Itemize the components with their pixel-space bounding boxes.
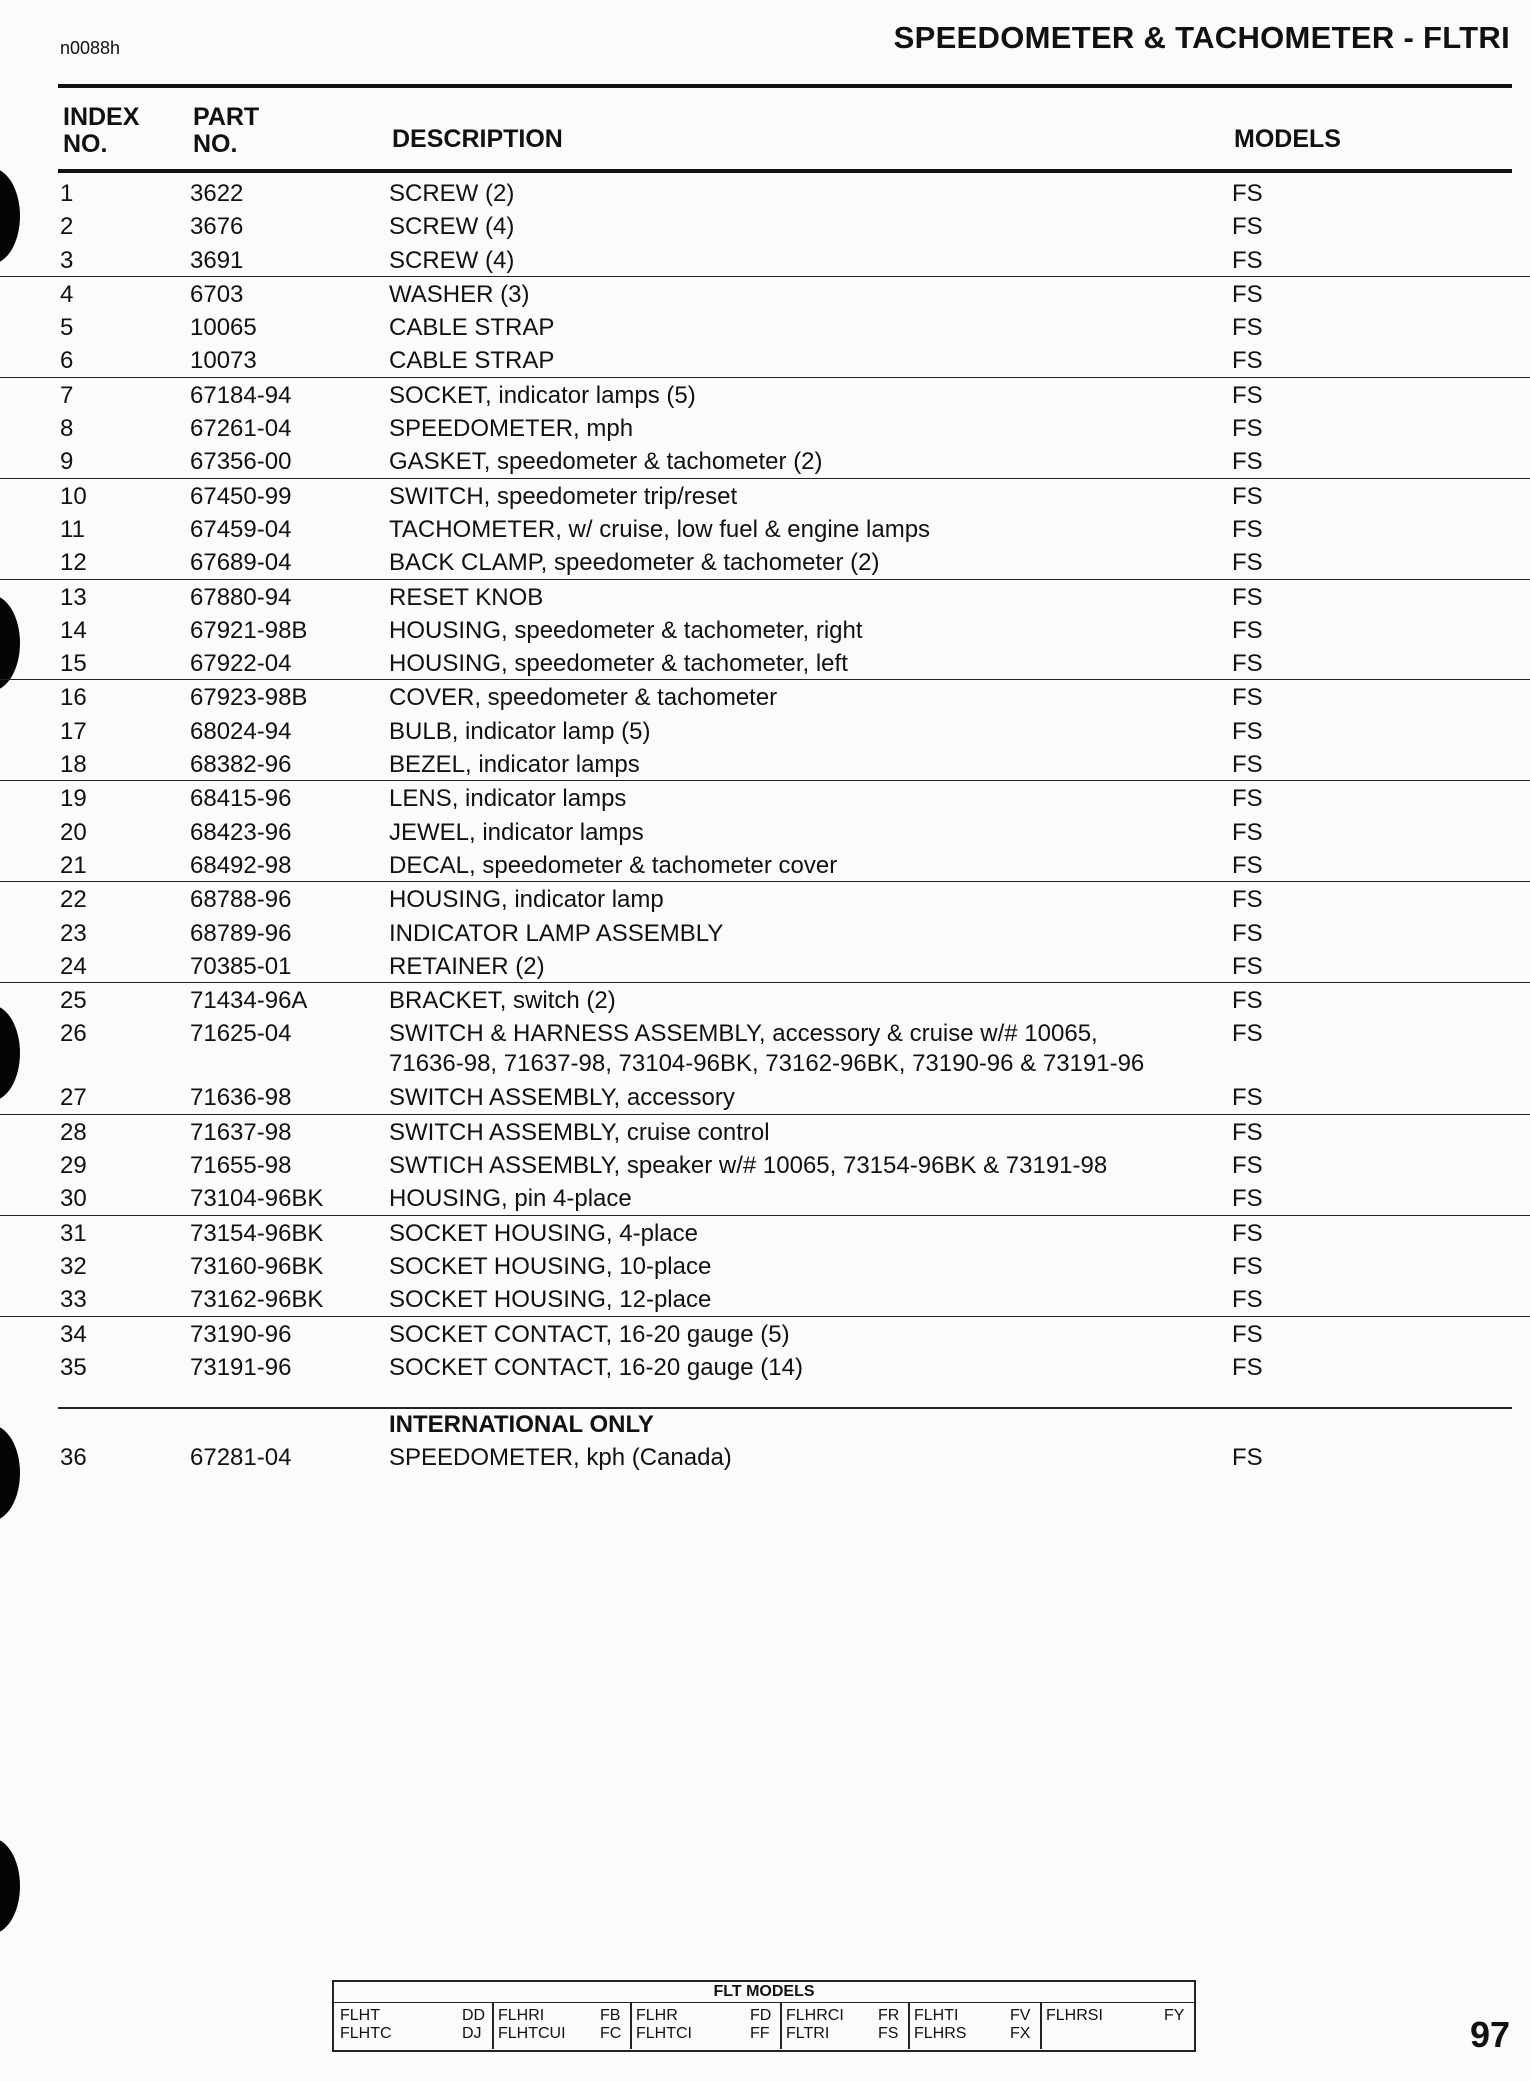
models-cell: FS: [1232, 684, 1263, 712]
index-cell: 6: [60, 347, 74, 375]
table-row: [0, 646, 1530, 679]
table-row: [0, 982, 1530, 1016]
table-row: [0, 209, 1530, 242]
models-cell: FS: [1232, 180, 1263, 207]
description-cell: RETAINER (2): [389, 952, 545, 980]
model-name: FLHTCUI: [498, 2025, 566, 2042]
parts-table: [0, 176, 1530, 1383]
part-number-cell: 68024-94: [190, 717, 292, 745]
model-name: FLHR: [636, 2007, 678, 2024]
flt-models-legend: [332, 1980, 1196, 2052]
description-cell: SWITCH, speedometer trip/reset: [389, 482, 738, 510]
part-number-cell: 6703: [190, 280, 244, 308]
table-row: [0, 1181, 1530, 1214]
models-cell: FS: [1232, 347, 1263, 375]
document-code: n0088h: [60, 38, 121, 58]
table-row: [0, 411, 1530, 444]
grid-divider: [1040, 2003, 1042, 2049]
index-cell: 18: [60, 751, 87, 779]
part-number-cell: 71434-96A: [190, 987, 308, 1015]
table-row: [0, 1080, 1530, 1113]
description-cell: CABLE STRAP: [389, 347, 555, 375]
table-row: [0, 176, 1530, 209]
model-name: FLTRI: [786, 2025, 830, 2042]
part-number-cell: 67922-04: [190, 650, 292, 678]
index-cell: 19: [60, 785, 87, 813]
models-cell: FS: [1232, 650, 1263, 678]
index-cell: 10: [60, 482, 87, 510]
description-cell: SWITCH & HARNESS ASSEMBLY, accessory & cruise w/# 10065,: [389, 1020, 1098, 1048]
table-row: [0, 444, 1530, 477]
index-cell: 25: [60, 987, 87, 1015]
models-cell: FS: [1232, 1152, 1263, 1180]
part-number-cell: 67184-94: [190, 381, 292, 409]
index-cell: 14: [60, 616, 87, 644]
grid-divider: [908, 2003, 910, 2049]
models-cell: FS: [1232, 448, 1263, 476]
models-cell: FS: [1232, 1084, 1263, 1112]
description-cell: SWTICH ASSEMBLY, speaker w/# 10065, 73154-96BK & 73191-98: [389, 1152, 1108, 1180]
description-cell: GASKET, speedometer & tachometer (2): [389, 448, 823, 476]
models-cell: FS: [1232, 1219, 1263, 1247]
top-rule: [58, 84, 1512, 88]
models-cell: FS: [1232, 515, 1263, 543]
models-cell: FS: [1232, 415, 1263, 443]
part-number-cell: 67281-04: [190, 1444, 292, 1471]
table-row: [0, 1215, 1530, 1249]
index-cell: 34: [60, 1320, 87, 1348]
table-row: [0, 512, 1530, 545]
models-cell: FS: [1232, 616, 1263, 644]
index-cell: 22: [60, 886, 87, 914]
part-number-cell: 68423-96: [190, 818, 292, 846]
part-number-cell: 10073: [190, 347, 257, 375]
part-number-cell: 73104-96BK: [190, 1185, 324, 1213]
models-cell: FS: [1232, 851, 1263, 879]
models-cell: FS: [1232, 1286, 1263, 1314]
col-header-index: INDEX NO.: [63, 103, 140, 158]
table-row: [0, 679, 1530, 713]
table-row: [0, 949, 1530, 982]
description-cell: SCREW (2): [389, 180, 515, 207]
index-cell: 28: [60, 1118, 87, 1146]
table-row: [0, 881, 1530, 915]
description-cell: SCREW (4): [389, 246, 515, 274]
index-cell: 15: [60, 650, 87, 678]
description-cell-continued: 71636-98, 71637-98, 73104-96BK, 73162-96BK, 73190-96 & 73191-96: [389, 1050, 1145, 1078]
models-cell: FS: [1232, 314, 1263, 342]
models-cell: FS: [1232, 1320, 1263, 1348]
col-header-part: PART NO.: [193, 103, 260, 158]
page-number: 97: [1469, 2014, 1510, 2055]
models-cell: FS: [1232, 482, 1263, 510]
model-name: FLHRS: [914, 2025, 967, 2042]
description-cell: LENS, indicator lamps: [389, 785, 627, 813]
part-number-cell: 67261-04: [190, 415, 292, 443]
model-name: FLHRCI: [786, 2007, 844, 2024]
model-code: FD: [750, 2007, 772, 2024]
index-cell: 3: [60, 246, 74, 274]
table-row: [0, 780, 1530, 814]
description-cell: DECAL, speedometer & tachometer cover: [389, 851, 838, 879]
models-cell: FS: [1232, 717, 1263, 745]
index-cell: 1: [60, 180, 74, 207]
models-cell: FS: [1232, 919, 1263, 947]
table-row: [0, 1016, 1530, 1080]
part-number-cell: 70385-01: [190, 952, 292, 980]
model-code: FC: [600, 2025, 622, 2042]
model-code: DJ: [462, 2025, 482, 2042]
models-cell: FS: [1232, 886, 1263, 914]
model-name: FLHT: [340, 2007, 380, 2024]
index-cell: 4: [60, 280, 74, 308]
part-number-cell: 67923-98B: [190, 684, 308, 712]
index-cell: 27: [60, 1084, 87, 1112]
col-header-description: DESCRIPTION: [392, 125, 563, 153]
models-cell: FS: [1232, 818, 1263, 846]
part-number-cell: 71636-98: [190, 1084, 292, 1112]
table-row: [0, 377, 1530, 411]
index-cell: 30: [60, 1185, 87, 1213]
index-cell: 21: [60, 851, 87, 879]
index-cell: 16: [60, 684, 87, 712]
description-cell: HOUSING, speedometer & tachometer, right: [389, 616, 863, 644]
part-number-cell: 71637-98: [190, 1118, 292, 1146]
description-cell: SPEEDOMETER, mph: [389, 415, 634, 443]
models-cell: FS: [1232, 785, 1263, 813]
index-cell: 26: [60, 1020, 87, 1048]
models-cell: FS: [1232, 1020, 1263, 1048]
description-cell: BEZEL, indicator lamps: [389, 751, 640, 779]
part-number-cell: 68492-98: [190, 851, 292, 879]
index-cell: 5: [60, 314, 74, 342]
description-cell: SOCKET CONTACT, 16-20 gauge (14): [389, 1353, 803, 1381]
index-cell: 33: [60, 1286, 87, 1314]
table-row: [0, 1350, 1530, 1383]
description-cell: HOUSING, speedometer & tachometer, left: [389, 650, 848, 678]
index-cell: 29: [60, 1152, 87, 1180]
table-row: [0, 848, 1530, 881]
index-cell: 12: [60, 549, 87, 577]
part-number-cell: 73162-96BK: [190, 1286, 324, 1314]
models-cell: FS: [1232, 1118, 1263, 1146]
part-number-cell: 67880-94: [190, 583, 292, 611]
model-code: FB: [600, 2007, 621, 2024]
models-cell: FS: [1232, 987, 1263, 1015]
part-number-cell: 67689-04: [190, 549, 292, 577]
model-name: FLHRSI: [1046, 2007, 1103, 2024]
description-cell: SWITCH ASSEMBLY, accessory: [389, 1084, 735, 1112]
table-row: [0, 1148, 1530, 1181]
flt-models-grid: [334, 2003, 1194, 2049]
table-row: [0, 579, 1530, 613]
part-number-cell: 67459-04: [190, 515, 292, 543]
table-row: [0, 478, 1530, 512]
table-row: [0, 1114, 1530, 1148]
description-cell: HOUSING, indicator lamp: [389, 886, 664, 914]
table-row: [0, 545, 1530, 578]
table-row: [0, 343, 1530, 376]
index-cell: 7: [60, 381, 74, 409]
description-cell: COVER, speedometer & tachometer: [389, 684, 778, 712]
index-cell: 20: [60, 818, 87, 846]
part-number-cell: 73190-96: [190, 1320, 292, 1348]
models-cell: FS: [1232, 280, 1263, 308]
table-row: [0, 1316, 1530, 1350]
index-cell: 36: [60, 1444, 87, 1471]
description-cell: BULB, indicator lamp (5): [389, 717, 651, 745]
index-cell: 11: [60, 515, 85, 543]
model-name: FLHTCI: [636, 2025, 692, 2042]
table-row: [0, 916, 1530, 949]
index-cell: 31: [60, 1219, 87, 1247]
part-number-cell: 3691: [190, 246, 244, 274]
description-cell: SOCKET CONTACT, 16-20 gauge (5): [389, 1320, 790, 1348]
grid-divider: [492, 2003, 494, 2049]
models-cell: FS: [1232, 1353, 1263, 1381]
table-row: [0, 714, 1530, 747]
table-row: [0, 1282, 1530, 1315]
models-cell: FS: [1232, 213, 1263, 241]
part-number-cell: 71655-98: [190, 1152, 292, 1180]
description-cell: WASHER (3): [389, 280, 530, 308]
flt-models-title: FLT MODELS: [334, 1982, 1194, 2003]
models-cell: FS: [1232, 1252, 1263, 1280]
models-cell: FS: [1232, 381, 1263, 409]
table-row: [0, 613, 1530, 646]
table-row: [0, 747, 1530, 780]
part-number-cell: 3676: [190, 213, 244, 241]
index-cell: 32: [60, 1252, 87, 1280]
description-cell: SOCKET HOUSING, 12-place: [389, 1286, 712, 1314]
part-number-cell: 10065: [190, 314, 257, 342]
model-code: FF: [750, 2025, 770, 2042]
grid-divider: [780, 2003, 782, 2049]
binder-hole: [0, 1838, 20, 1934]
part-number-cell: 67450-99: [190, 482, 292, 510]
grid-divider: [630, 2003, 632, 2049]
description-cell: SOCKET HOUSING, 10-place: [389, 1252, 712, 1280]
part-number-cell: 73160-96BK: [190, 1252, 324, 1280]
models-cell: FS: [1232, 246, 1263, 274]
models-cell: FS: [1232, 549, 1263, 577]
header-rule: [58, 169, 1512, 173]
description-cell: CABLE STRAP: [389, 314, 555, 342]
part-number-cell: 3622: [190, 180, 244, 207]
page-title: SPEEDOMETER & TACHOMETER - FLTRI: [893, 20, 1510, 55]
index-cell: 17: [60, 717, 87, 745]
model-code: DD: [462, 2007, 486, 2024]
part-number-cell: 68415-96: [190, 785, 292, 813]
description-cell: TACHOMETER, w/ cruise, low fuel & engine lamps: [389, 515, 931, 543]
index-cell: 35: [60, 1353, 87, 1381]
model-code: FY: [1164, 2007, 1185, 2024]
index-cell: 13: [60, 583, 87, 611]
table-row: [0, 310, 1530, 343]
description-cell: BRACKET, switch (2): [389, 987, 616, 1015]
description-cell: JEWEL, indicator lamps: [389, 818, 644, 846]
models-cell: FS: [1232, 583, 1263, 611]
description-cell: BACK CLAMP, speedometer & tachometer (2): [389, 549, 880, 577]
table-row: [0, 276, 1530, 310]
description-cell: SWITCH ASSEMBLY, cruise control: [389, 1118, 770, 1146]
part-number-cell: 67356-00: [190, 448, 292, 476]
models-cell: FS: [1232, 1444, 1263, 1471]
part-number-cell: 68788-96: [190, 886, 292, 914]
section-rule: [58, 1407, 1512, 1409]
index-cell: 2: [60, 213, 74, 241]
col-header-models: MODELS: [1234, 125, 1341, 153]
description-cell: SPEEDOMETER, kph (Canada): [389, 1444, 732, 1471]
model-code: FS: [878, 2025, 899, 2042]
index-cell: 23: [60, 919, 87, 947]
part-number-cell: 67921-98B: [190, 616, 308, 644]
model-code: FR: [878, 2007, 900, 2024]
description-cell: RESET KNOB: [389, 583, 544, 611]
table-row: [0, 1443, 1530, 1477]
index-cell: 8: [60, 415, 74, 443]
international-heading: INTERNATIONAL ONLY: [389, 1411, 654, 1438]
model-name: FLHTC: [340, 2025, 392, 2042]
index-cell: 9: [60, 448, 74, 476]
models-cell: FS: [1232, 1185, 1263, 1213]
description-cell: HOUSING, pin 4-place: [389, 1185, 632, 1213]
part-number-cell: 68789-96: [190, 919, 292, 947]
description-cell: INDICATOR LAMP ASSEMBLY: [389, 919, 724, 947]
model-code: FV: [1010, 2007, 1031, 2024]
models-cell: FS: [1232, 751, 1263, 779]
description-cell: SCREW (4): [389, 213, 515, 241]
model-name: FLHTI: [914, 2007, 959, 2024]
index-cell: 24: [60, 952, 87, 980]
model-name: FLHRI: [498, 2007, 545, 2024]
table-row: [0, 815, 1530, 848]
table-row: [0, 1249, 1530, 1282]
part-number-cell: 73154-96BK: [190, 1219, 324, 1247]
part-number-cell: 68382-96: [190, 751, 292, 779]
table-row: [0, 243, 1530, 276]
description-cell: SOCKET HOUSING, 4-place: [389, 1219, 698, 1247]
model-code: FX: [1010, 2025, 1031, 2042]
description-cell: SOCKET, indicator lamps (5): [389, 381, 696, 409]
part-number-cell: 71625-04: [190, 1020, 292, 1048]
part-number-cell: 73191-96: [190, 1353, 292, 1381]
models-cell: FS: [1232, 952, 1263, 980]
